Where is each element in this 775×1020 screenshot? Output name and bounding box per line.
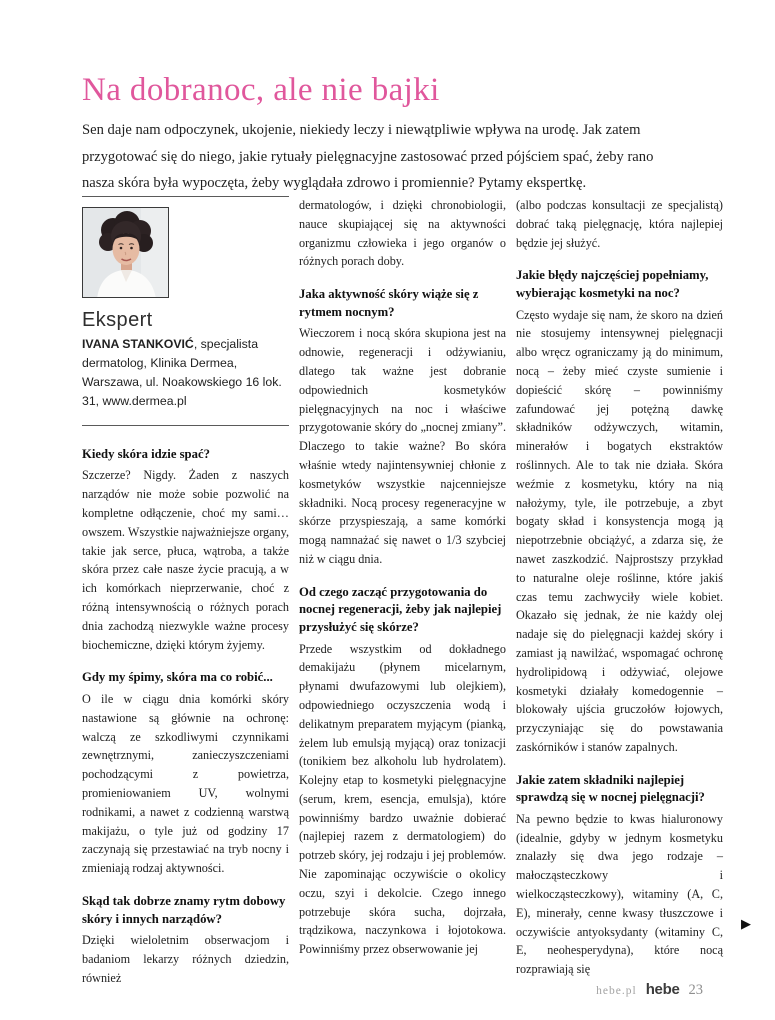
answer-paragraph: Przede wszystkim od dokładnego demakijażu (płynem micelarnym, płynami dwufazowymi lub olejkiem), odpowiedniego oczyszczenia wodą i delikatnym preparatem myjącym (pianką, żelem lub emulsją myjącą) oraz tonizacji (tonikiem bez alkoholu lub hydrolatem). Kolejny etap to kosmetyki pielęgnacyjne (serum, krem, esencja, emulsja), które powinniśmy bardzo uważnie dobierać (najlepiej razem z dermatologiem) do potrzeb skóry, jej rodzaju i jej problemów. Nie zapominając oczywiście o okolicy oczu, szyi i dekolcie. Czego innego potrzebuje skóra sucha, dojrzała, trądzikowa, naczynkowa i łojotokowa. Powinniśmy przez obserwowanie jej: [299, 641, 506, 957]
hebe-logo: hebe: [645, 981, 680, 998]
article-intro: [82, 117, 722, 197]
expert-box: [82, 196, 289, 426]
expert-details: [82, 335, 289, 411]
intro-line: przygotować się do niego, jakie rytuały pielęgnacyjne zastosować przed pójściem spać, żeby rano: [82, 148, 654, 165]
expert-heading: Ekspert: [82, 309, 153, 331]
question-heading: Jaka aktywność skóry wiąże się z rytmem nocnym?: [299, 287, 479, 319]
footer-site-label: hebe.pl: [596, 985, 637, 997]
question-heading: Gdy my śpimy, skóra ma co robić...: [82, 670, 273, 685]
intro-line: Sen daje nam odpoczynek, ukojenie, niekiedy leczy i niewątpliwie wpływa na urodę. Jak zatem: [82, 122, 641, 138]
expert-photo: [82, 207, 169, 298]
column-1: [82, 196, 289, 988]
article-header: [82, 72, 722, 197]
answer-paragraph: Wieczorem i nocą skóra skupiona jest na odnowie, regeneracji i odżywianiu, dlatego tak ważne jest dobranie odpowiednich kosmetyków pielęgnacyjnych na noc i właściwe przygotowanie skóry do „nocnej zmiany”. Dlaczego to takie ważne? Bo skóra właśnie wtedy najintensywniej chłonie z kosmetyków wszystkie najcenniejsze składniki. Nocą procesy regeneracyjne w skórze przyspieszają, a same komórki mogą namnażać się nawet o 1/3 szybciej niż w ciągu dnia.: [299, 326, 506, 566]
question-heading: Skąd tak dobrze znamy rytm dobowy skóry i innych narządów?: [82, 893, 286, 926]
question-heading: Jakie zatem składniki najlepiej sprawdzą się w nocnej pielęgnacji?: [516, 772, 705, 805]
qa-column-1: [82, 446, 289, 988]
article-title: Na dobranoc, ale nie bajki: [82, 72, 440, 108]
continue-arrow-icon: ▶: [741, 917, 751, 932]
article-columns: [82, 196, 724, 988]
woman-portrait-illustration: [83, 208, 169, 298]
answer-paragraph: (albo podczas konsultacji ze specjalistą) dobrać taką pielęgnację, która najlepiej będzie jej służyć.: [516, 198, 723, 250]
expert-name: IVANA STANKOVIĆ: [82, 336, 194, 351]
page-number: 23: [688, 982, 703, 998]
divider-line: [82, 196, 289, 197]
answer-paragraph: Szczerze? Nigdy. Żaden z naszych narządów nie może sobie pozwolić na kompletne odłączenie, choć my sami… owszem. Wszystkie najważniejsze organy, takie jak serce, płuca, wątroba, a także skóra przez całe nasze życie pracują, a w ich komórkach nieprzerwanie, choć z różną intensywnością o różnych porach dnia zachodzą niezwykle ważne procesy biochemiczne, dzięki którym żyjemy.: [82, 468, 289, 652]
answer-paragraph: Na pewno będzie to kwas hialuronowy (idealnie, gdyby w jednym kosmetyku znalazły się dwa jego rodzaje – małocząsteczkowy i wielkocząsteczkowy), witaminy (A, C, E), minerały, cenne kwasy tłuszczowe i oczywiście antyoksydanty (witaminy C, E, neohesperydyna), które nocą rozprawiają się: [516, 811, 723, 977]
answer-paragraph: Często wydaje się nam, że skoro na dzień nie stosujemy intensywnej pielęgnacji albo wręcz ograniczamy ją do minimum, nocą – żeby mieć czyste sumienie i dopieścić skórę – powinniśmy zafundować jej potężną dawkę składników odżywczych, witamin, minerałów i bogatych ekstraktów roślinnych. Ale to tak nie działa. Skóra weźmie z kosmetyku, który na nią nałożymy, tyle, ile potrzebuje, a zbyt bogaty skład i konsystencja mogą ją niepotrzebnie obciążyć, a zdarza się, że nawet zaszkodzić. Najprostszy przykład to naturalne oleje roślinne, które jakiś czas temu zachwyciły wiele kobiet. Okazało się jednak, że nie każdy olej nadaje się do pielęgnacji każdej skóry i zamiast ją nawilżać, wspomagać ochronę hydrolipidową i odżywiać, olejowe kosmetyki działały komedogennie – blokowały ujścia gruczołów łojowych, przyczyniając się do powstawania zaskórników i stanów zapalnych.: [516, 307, 723, 754]
expert-website: www.dermea.pl: [102, 393, 187, 408]
column-3: [516, 196, 723, 988]
intro-line: nasza skóra była wypoczęta, żeby wyglądała zdrowo i promiennie? Pytamy ekspertkę.: [82, 175, 587, 191]
page-footer: [596, 981, 703, 999]
qa-column-2: [299, 196, 506, 959]
answer-paragraph: Dzięki wieloletnim obserwacjom i badaniom lekarzy różnych dziedzin, również: [82, 933, 289, 985]
answer-paragraph: O ile w ciągu dnia komórki skóry nastawione są głównie na ochronę: walczą ze szkodliwymi czynnikami zewnętrznymi, zanieczyszczeniami pochodzącymi z powietrza, promieniowaniem UV, wolnymi rodnikami, a nawet z codzienną warstwą makijażu, o tyle już od godziny 17 zaczynają się przestawiać na tryb nocny i zmieniają rodzaj aktywności.: [82, 691, 289, 876]
question-heading: Od czego zacząć przygotowania do nocnej regeneracji, żeby jak najlepiej przysłużyć się skórze?: [299, 584, 502, 634]
question-heading: Jakie błędy najczęściej popełniamy, wybierając kosmetyki na noc?: [516, 268, 709, 300]
expert-description: , specjalista dermatolog, Klinika Dermea, Warszawa, ul. Noakowskiego 16 lok. 31,: [82, 336, 282, 408]
question-heading: Kiedy skóra idzie spać?: [82, 446, 210, 461]
column-2: [299, 196, 506, 988]
qa-column-3: [516, 196, 723, 979]
answer-paragraph: dermatologów, i dzięki chronobiologii, nauce skupiającej się na aktywności organizmu człowieka i jego organów o różnych porach doby.: [299, 198, 506, 269]
divider-line: [82, 425, 289, 426]
